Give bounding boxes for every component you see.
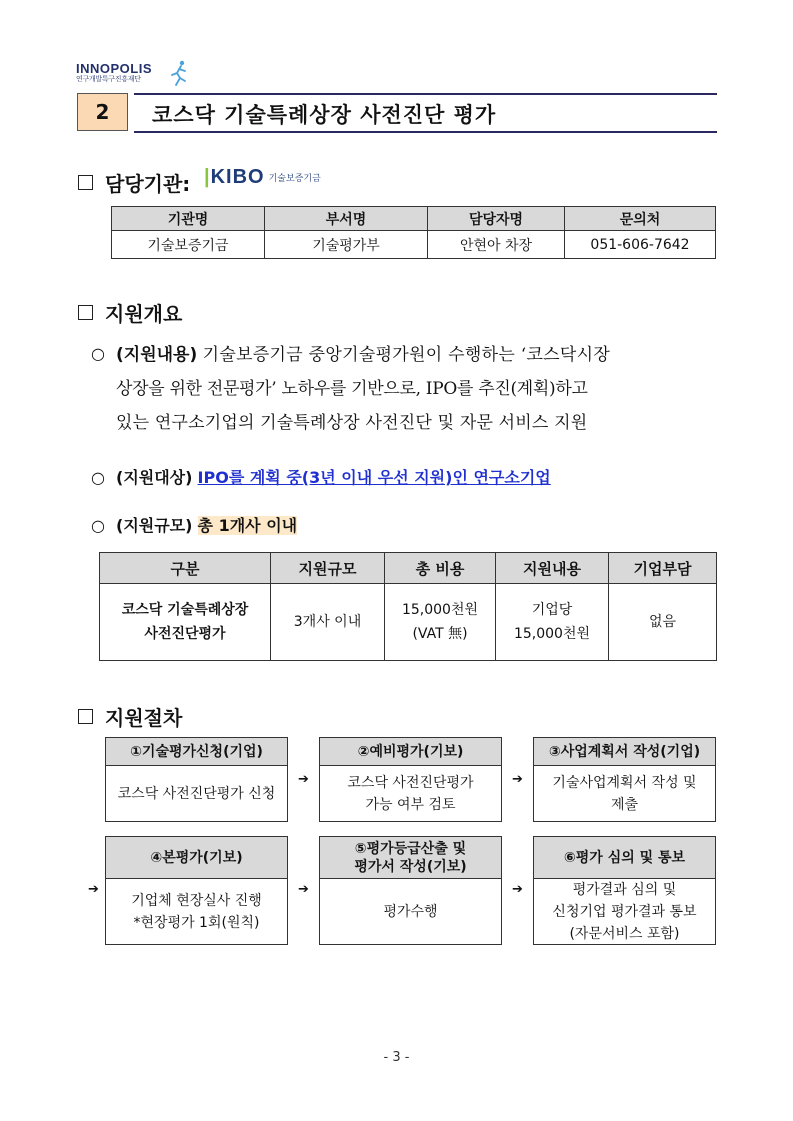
support-target-link[interactable]: IPO를 계획 중(3년 이내 우선 지원)인 연구소기업 [197,468,551,487]
title-rule-bottom [134,131,717,133]
step-title: ②예비평가(기보) [320,738,501,766]
bullet-circle-icon: ○ [91,468,105,487]
table-header: 지원규모 [271,553,385,584]
support-scale-label: (지원규모) [116,516,193,535]
arrow-right-icon: ➔ [298,882,309,897]
runner-icon [170,60,188,90]
table-row [100,584,717,661]
arrow-right-icon: ➔ [88,882,99,897]
table-header: 담당자명 [428,207,565,231]
overview-heading-text: 지원개요 [105,302,183,326]
support-content-line: 있는 연구소기업의 기술특례상장 사전진단 및 자문 서비스 지원 [116,413,588,433]
table-header: 총 비용 [385,553,496,584]
support-target-label: (지원대상) [116,468,193,487]
procedure-step-3 [533,737,716,822]
step-body: 평가수행 [383,904,438,920]
bullet-circle-icon: ○ [91,516,105,535]
title-rule-top [134,93,717,95]
table-cell-content: 기업당 15,000천원 [496,584,609,661]
table-header-row [100,553,717,584]
table-cell: 051-606-7642 [565,231,716,259]
arrow-right-icon: ➔ [298,772,309,787]
step-body: 코스닥 사전진단평가 신청 [117,786,276,802]
support-content-line: 상장을 위한 전문평가’ 노하우를 기반으로, IPO를 추진(계획)하고 [116,379,588,399]
step-title: ④본평가(기보) [106,837,287,879]
support-content-paragraph [116,338,721,440]
table-cell-burden: 없음 [609,584,717,661]
agency-heading-text: 담당기관: [105,172,191,196]
support-scale-table [99,552,717,661]
procedure-step-1 [105,737,288,822]
table-header: 문의처 [565,207,716,231]
step-title: ③사업계획서 작성(기업) [534,738,715,766]
table-cell-cost: 15,000천원 (VAT 無) [385,584,496,661]
kibo-logo-text: 기술보증기금 [268,174,321,184]
logo-sub-text: 연구개발특구진흥재단 [76,75,141,83]
support-content-text: 기술보증기금 중앙기술평가원이 수행하는 ‘코스닥시장 [202,345,611,365]
step-body: 코스닥 사전진단평가 가능 여부 검토 [347,775,474,813]
table-cell: 안현아 차장 [428,231,565,259]
table-cell-category: 코스닥 기술특례상장 사전진단평가 [100,584,271,661]
page-title: 코스닥 기술특례상장 사전진단 평가 [152,103,497,127]
table-cell-scale: 3개사 이내 [271,584,385,661]
kibo-mark: |KIBO [204,166,265,188]
table-header: 기업부담 [609,553,717,584]
table-cell: 기술평가부 [265,231,428,259]
procedure-heading [78,702,182,731]
step-title: ①기술평가신청(기업) [106,738,287,766]
step-body: 평가결과 심의 및 신청기업 평가결과 통보 (자문서비스 포함) [552,882,697,942]
step-title: ⑥평가 심의 및 통보 [534,837,715,879]
table-header-row [112,207,716,231]
checkbox-square-icon [78,305,93,320]
table-row [112,231,716,259]
procedure-step-4 [105,836,288,945]
step-body: 기술사업계획서 작성 및 제출 [552,775,697,813]
step-body: 기업체 현장실사 진행 *현장평가 1회(원칙) [131,893,262,931]
page-number: - 3 - [383,1050,410,1065]
logo-main-text: INNOPOLIS [76,61,153,76]
bullet-circle-icon: ○ [91,344,105,363]
agency-heading [78,168,190,197]
support-scale-text: 총 1개사 이내 [197,516,298,535]
procedure-step-6 [533,836,716,945]
procedure-heading-text: 지원절차 [105,706,183,730]
procedure-step-5 [319,836,502,945]
innopolis-logo [76,62,152,84]
overview-heading [78,298,182,327]
arrow-right-icon: ➔ [512,772,523,787]
table-cell: 기술보증기금 [112,231,265,259]
checkbox-square-icon [78,709,93,724]
kibo-logo [204,166,321,189]
table-header: 부서명 [265,207,428,231]
table-header: 기관명 [112,207,265,231]
table-header: 지원내용 [496,553,609,584]
support-content-label: (지원내용) [116,345,198,365]
agency-table [111,206,716,259]
table-header: 구분 [100,553,271,584]
support-scale-line [116,513,297,536]
support-target-line [116,465,551,488]
arrow-right-icon: ➔ [512,882,523,897]
step-title: ⑤평가등급산출 및 평가서 작성(기보) [320,837,501,879]
section-number: 2 [77,93,128,131]
support-content-line [116,338,721,372]
checkbox-square-icon [78,175,93,190]
procedure-step-2 [319,737,502,822]
